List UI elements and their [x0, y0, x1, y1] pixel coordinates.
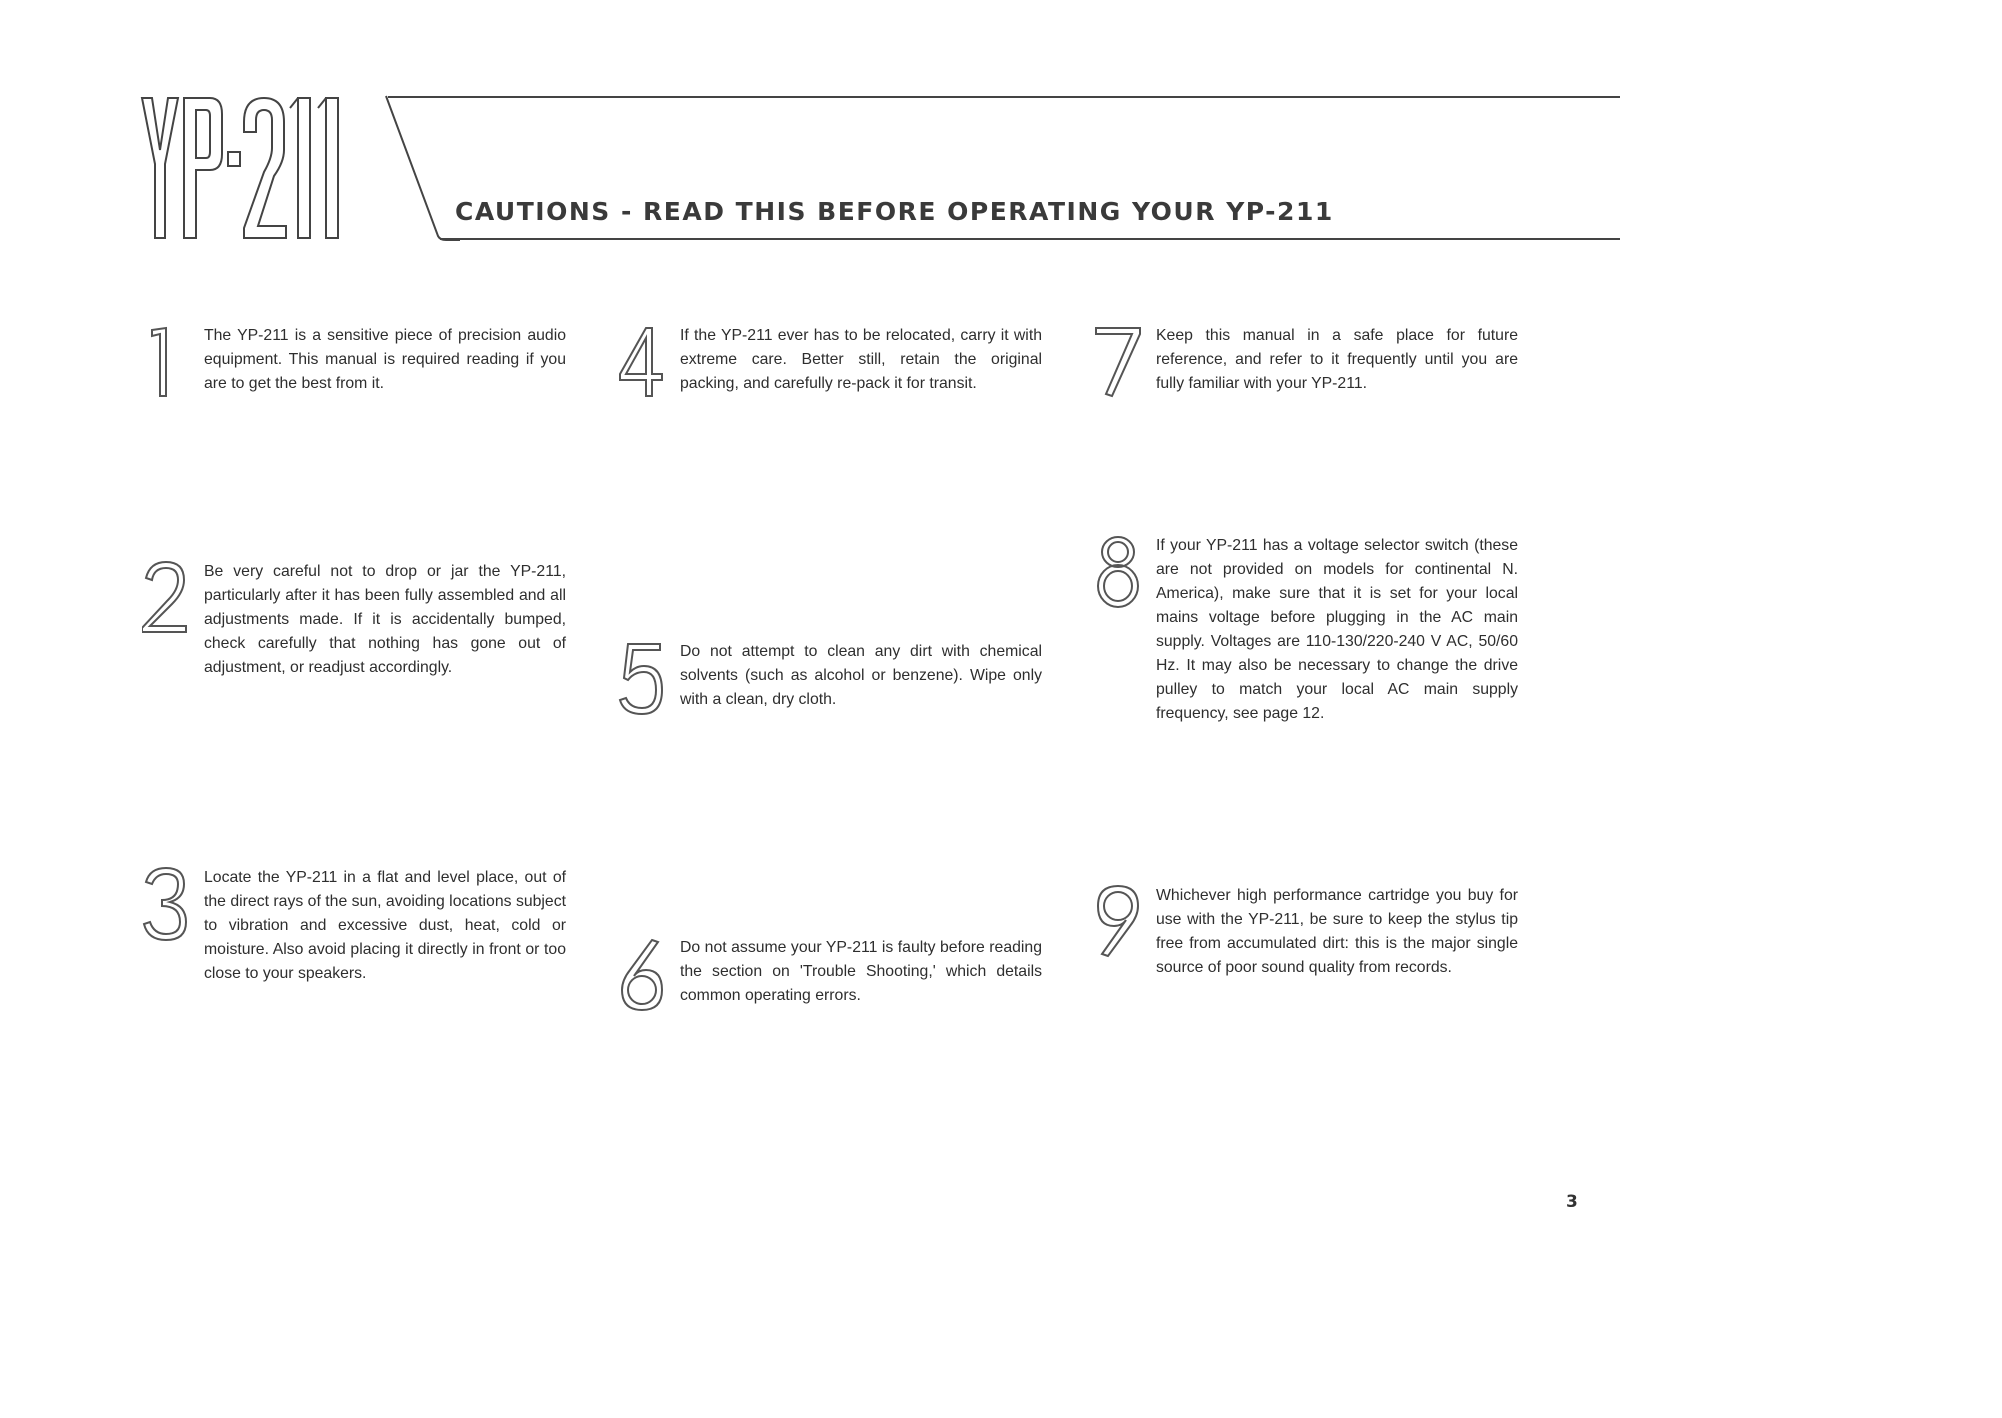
caution-text-6: Do not assume your YP-211 is faulty before reading the section on 'Trouble Shooting,' which details common operating errors. [680, 939, 1042, 1004]
caution-text-4: If the YP-211 ever has to be relocated, carry it with extreme care. Better still, retain the original packing, and carefully re-pack it for transit. [680, 327, 1042, 392]
caution-text-2: Be very careful not to drop or jar the YP-211, particularly after it has been fully assembled and all adjustments made. If it is accidentally bumped, check carefully that nothing has gone out of adjustment, or readjust accordingly. [204, 563, 566, 676]
numeral-1-icon [142, 324, 190, 400]
numeral-6-icon [618, 936, 666, 1012]
cautions-heading: CAUTIONS - READ THIS BEFORE OPERATING YOUR YP-211 [455, 197, 1334, 226]
yp-211-logo [140, 92, 364, 242]
page-number: 3 [1566, 1192, 1578, 1212]
banner-bottom-rule [440, 238, 1620, 240]
numeral-9-icon [1094, 884, 1142, 960]
caution-text-7: Keep this manual in a safe place for future reference, and refer to it frequently until you are fully familiar with your YP-211. [1156, 327, 1518, 392]
numeral-7-icon [1094, 324, 1142, 400]
caution-text-9: Whichever high performance cartridge you buy for use with the YP-211, be sure to keep the stylus tip free from accumulated dirt: this is the major single source of poor sound quality from records. [1156, 887, 1518, 976]
caution-text-8: If your YP-211 has a voltage selector switch (these are not provided on models for continental N. America), make sure that it is set for your local mains voltage before plugging in the AC main supply. Voltages are 110-130/220-240 V AC, 50/60 Hz. It may also be necessary to change the drive pulley to match your local AC main supply frequency, see page 12. [1156, 537, 1518, 722]
numeral-5-icon [618, 640, 666, 716]
banner-top-rule [388, 96, 1620, 98]
numeral-8-icon [1094, 534, 1142, 610]
banner-diagonal-rule [380, 94, 460, 244]
numeral-2-icon [142, 560, 190, 636]
numeral-4-icon [618, 324, 666, 400]
numeral-3-icon [142, 866, 190, 942]
caution-text-1: The YP-211 is a sensitive piece of precision audio equipment. This manual is required reading if you are to get the best from it. [204, 327, 566, 392]
caution-text-3: Locate the YP-211 in a flat and level place, out of the direct rays of the sun, avoiding locations subject to vibration and excessive dust, heat, cold or moisture. Also avoid placing it directly in front or too close to your speakers. [204, 869, 566, 982]
caution-text-5: Do not attempt to clean any dirt with chemical solvents (such as alcohol or benzene). Wipe only with a clean, dry cloth. [680, 643, 1042, 708]
